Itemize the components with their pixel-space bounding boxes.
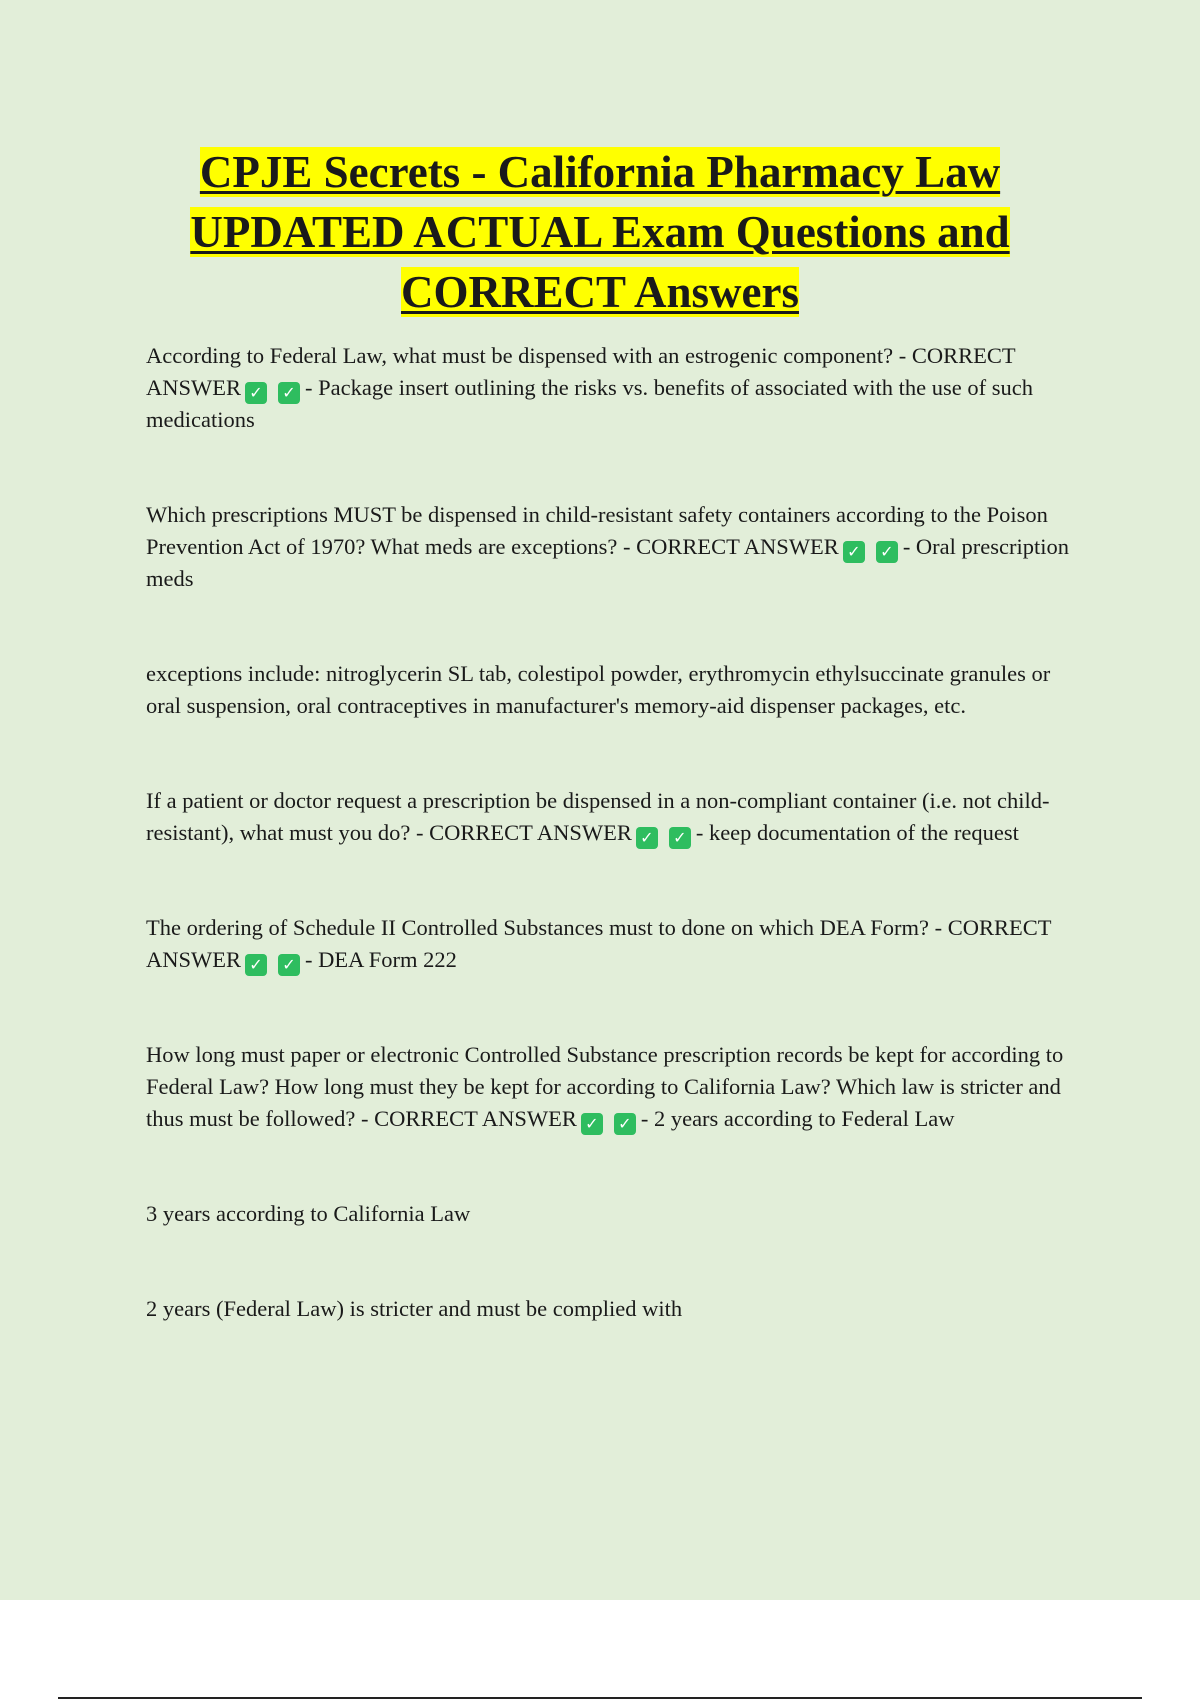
answer-text: - Oral prescription meds [146, 534, 1070, 591]
check-mark-icon: ✓ [245, 382, 267, 404]
document-title-text: CPJE Secrets - California Pharmacy Law UPDATED ACTUAL Exam Questions and CORRECT Answers [190, 147, 1010, 317]
qa-content [146, 340, 1086, 1388]
question-text: Which prescriptions MUST be dispensed in child-resistant safety containers according to the Poison Prevention Act of 1970? What meds are exceptions? - [146, 502, 1048, 559]
answer-text: - 2 years according to Federal Law [640, 1106, 955, 1131]
answer-text: - DEA Form 222 [305, 947, 457, 972]
answer-marker: CORRECT ANSWER [146, 915, 1052, 972]
answer-text: - keep documentation of the request [695, 820, 1019, 845]
qa-entry [146, 912, 1086, 976]
question-text: If a patient or doctor request a prescription be dispensed in a non-compliant container (i.e. not child-resistant), what must you do? - [146, 788, 1050, 845]
check-mark-icon: ✓ [876, 541, 898, 563]
question-text: How long must paper or electronic Controlled Substance prescription records be kept for according to Federal Law? How long must they be kept for according to California Law? Which law is stricter and thus must be followed? - [146, 1042, 1064, 1131]
check-mark-icon: ✓ [278, 954, 300, 976]
check-mark-icon: ✓ [669, 827, 691, 849]
check-mark-icon: ✓ [636, 827, 658, 849]
document-title [100, 142, 1100, 322]
footer-divider [58, 1697, 1142, 1699]
answer-text: - Package insert outlining the risks vs. benefits of associated with the use of such medications [146, 375, 1033, 432]
answer-continuation: 3 years according to California Law [146, 1201, 471, 1226]
answer-marker: CORRECT ANSWER [636, 534, 839, 559]
qa-entry [146, 1039, 1086, 1135]
question-text: The ordering of Schedule II Controlled Substances must to done on which DEA Form? - [146, 915, 943, 940]
answer-marker: CORRECT ANSWER [429, 820, 632, 845]
qa-entry [146, 785, 1086, 849]
answer-continuation: 2 years (Federal Law) is stricter and must be complied with [146, 1296, 683, 1321]
answer-continuation: exceptions include: nitroglycerin SL tab, colestipol powder, erythromycin ethylsuccinate granules or oral suspension, oral contraceptives in manufacturer's memory-aid dispenser packages, etc. [146, 661, 1051, 718]
answer-marker: CORRECT ANSWER [146, 343, 1016, 400]
check-mark-icon: ✓ [614, 1113, 636, 1135]
check-mark-icon: ✓ [581, 1113, 603, 1135]
question-text: According to Federal Law, what must be dispensed with an estrogenic component? - [146, 343, 907, 368]
answer-marker: CORRECT ANSWER [374, 1106, 577, 1131]
qa-entry [146, 499, 1086, 595]
check-mark-icon: ✓ [843, 541, 865, 563]
qa-entry [146, 340, 1086, 436]
check-mark-icon: ✓ [245, 954, 267, 976]
check-mark-icon: ✓ [278, 382, 300, 404]
